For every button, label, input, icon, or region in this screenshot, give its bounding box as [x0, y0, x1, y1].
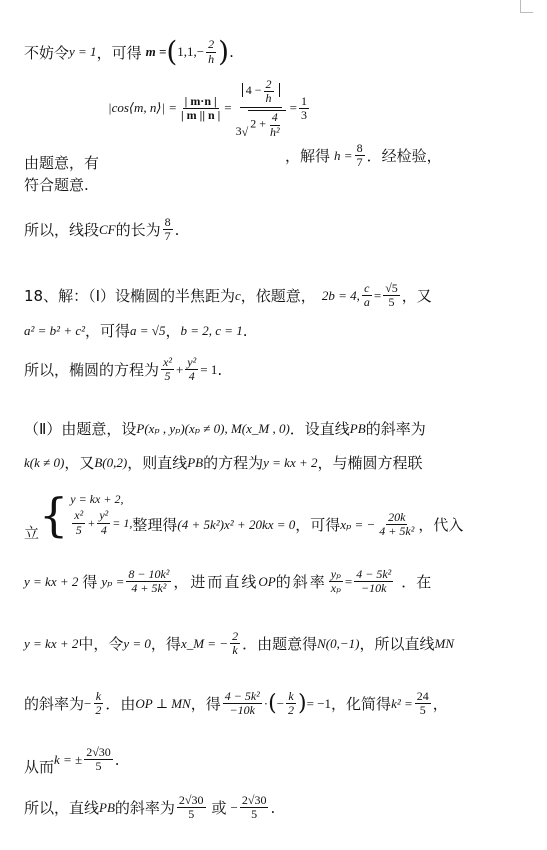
math: k(k ≠ 0): [24, 454, 65, 470]
text: ，可得: [96, 43, 142, 62]
line-let-y: [24, 35, 234, 68]
math: P(xₚ , yₚ)(xₚ ≠ 0), M(x_M , 0): [136, 420, 290, 436]
math: = 1: [200, 361, 218, 377]
dot: ·: [263, 695, 269, 711]
text: ，又: [64, 454, 95, 472]
text: 18、解：（Ⅰ）设椭圆的半焦距为: [24, 287, 236, 306]
period: .: [174, 220, 180, 239]
math: OP: [258, 573, 276, 589]
text: 所以，椭圆的方程为: [24, 361, 160, 380]
equals: =: [373, 287, 382, 303]
plus: +: [175, 361, 184, 377]
text: 的斜率为: [365, 420, 426, 438]
text: ，可得: [85, 322, 131, 340]
period: .: [270, 798, 276, 817]
fraction: $\frac{2}{k}$: [232, 629, 239, 658]
text: ，与椭圆方程联: [317, 454, 423, 472]
text: 由题意，有: [24, 154, 100, 172]
text: ，解得: [285, 147, 331, 165]
math: y = kx + 2: [263, 454, 318, 470]
fraction: $\frac{20k}{\text{4 + 5k²}}$: [379, 509, 415, 538]
math: y = 0: [123, 635, 151, 651]
fraction: $\frac{\text{x²}}{5}$: [163, 355, 172, 384]
fraction: $\frac{2√30}{5}$: [86, 744, 111, 773]
text: ，化简得: [331, 695, 392, 714]
period: .: [114, 750, 120, 769]
period: .: [242, 321, 248, 340]
text: ，依题意，: [240, 287, 316, 306]
text: 立: [24, 524, 40, 542]
text: 所以，线段: [24, 221, 100, 240]
period: .: [217, 360, 223, 379]
fraction: $\frac{1}{3}$: [300, 93, 307, 122]
page-corner-mark: [520, 0, 533, 13]
text: ，进而直线: [173, 573, 259, 592]
minus: −: [84, 695, 92, 711]
fraction: $\frac{\text{yₚ}}{\text{xₚ}}$: [330, 567, 341, 596]
fraction: $\frac{c}{a}$: [363, 281, 370, 310]
equals: =: [289, 100, 297, 116]
text: ，可得: [295, 516, 341, 534]
text: ．在: [401, 573, 432, 592]
math: PB: [187, 454, 204, 470]
line-answer: [24, 794, 275, 821]
math: a = √5: [130, 322, 166, 338]
text: ．设直线: [289, 420, 350, 438]
text: 从而: [24, 758, 55, 776]
text: 符合题意.: [24, 176, 89, 194]
math: N(0,−1): [317, 635, 360, 651]
math: MN: [434, 635, 454, 651]
text: ，则直线: [127, 454, 188, 472]
text: 整理得: [132, 516, 178, 534]
text: 的斜率: [275, 573, 327, 592]
fraction: $\frac{\text{y²}}{4}$: [187, 355, 197, 384]
text: 的长为: [115, 221, 161, 240]
text: ，代入: [418, 516, 464, 534]
math: PB: [99, 799, 115, 815]
line-solve-h: [24, 138, 524, 173]
math: c: [235, 287, 241, 303]
math: k = ±: [54, 751, 83, 767]
text: ，: [165, 322, 181, 340]
fraction: $\frac{2}{h}$: [208, 37, 215, 66]
line-system: [24, 486, 463, 543]
math: B(0,2): [94, 454, 128, 470]
text: 的斜率为: [24, 695, 85, 714]
math: y = kx + 2: [24, 573, 79, 589]
fraction: $\frac{2√30}{5}$: [178, 793, 204, 822]
math-vector-m: m =: [145, 44, 167, 59]
fraction-big: 4 − $\frac{2}{h}$ 3 √ 2 + $\frac{4}{\text{h²}}$: [234, 78, 288, 139]
fraction: $\frac{24}{5}$: [416, 689, 429, 718]
fraction: $\frac{k}{2}$: [288, 689, 295, 718]
text: ．经检验，: [366, 147, 442, 165]
math: CF: [99, 221, 116, 237]
fraction: $\frac{\text{4 − 5k²}}{-10k}$: [356, 567, 392, 596]
fraction: $\frac{2√30}{5}$: [241, 793, 267, 822]
text: ．由: [105, 695, 136, 714]
line-problem-18: [24, 282, 432, 309]
math: x_M = −: [180, 635, 229, 651]
text: ，得: [150, 635, 181, 654]
left-paren: (: [268, 690, 277, 716]
math: 2b = 4,: [321, 287, 360, 303]
text: 所以，直线: [24, 799, 100, 818]
text: 得: [82, 573, 98, 592]
right-paren: ): [218, 35, 230, 68]
fraction: $\frac{| m\cdot n |}{| m || n |}$: [181, 93, 221, 122]
text: 不妨令: [24, 43, 70, 62]
fraction: $\frac{8}{7}$: [356, 140, 363, 169]
line-part2: [24, 418, 426, 439]
line-line-pb: [24, 452, 423, 473]
line-perpendicular: 的斜率为 − $\frac{k}{2}$ ．由 OP ⊥ MN ，得 $\frac{\text{4 − 5k²}}{-10k}$ · ( − $\frac{k}{2}$ ) = −1 ，化简得 k² = $\frac{24}{5}$ ，: [24, 689, 448, 718]
cos-formula: [108, 78, 311, 139]
text: ．由题意得: [242, 635, 318, 654]
math: PB: [349, 420, 366, 436]
equation-system: { y = kx + 2, $\frac{\text{x²}}{5}$ + $\frac{\text{y²}}{4}$ = 1,: [39, 487, 133, 542]
line-abc: [24, 320, 248, 341]
text: ，得: [190, 695, 221, 714]
text: （Ⅱ）由题意，设: [24, 420, 137, 438]
left-paren: (: [166, 35, 178, 68]
text: ，又: [401, 287, 432, 306]
text: ，所以直线: [359, 635, 435, 654]
line-consistent: [24, 174, 89, 195]
math: y = kx + 2: [24, 635, 79, 651]
math: b = 2, c = 1: [180, 322, 243, 338]
minus: −: [230, 799, 238, 815]
math: yₚ =: [101, 573, 125, 589]
math: OP ⊥ MN: [135, 695, 191, 711]
line-k-value: [24, 742, 120, 777]
math: = −1: [306, 695, 332, 711]
line-xm: [24, 630, 454, 657]
text: 中，令: [78, 635, 124, 654]
right-paren: ): [298, 690, 307, 716]
math: xₚ = −: [340, 516, 376, 532]
fraction: $\frac{8}{7}$: [164, 215, 171, 244]
fraction: $\frac{\text{4 − 5k²}}{-10k}$: [224, 689, 260, 718]
math: (4 + 5k²)x² + 20kx = 0: [177, 516, 296, 532]
equals: =: [224, 100, 232, 116]
text: ，: [432, 695, 448, 714]
equals: =: [344, 573, 353, 589]
fraction: $\frac{√5}{5}$: [385, 281, 398, 310]
line-ellipse-eq: [24, 356, 222, 383]
math: a² = b² + c²: [24, 322, 86, 338]
text: 的方程为: [203, 454, 264, 472]
math: h =: [334, 147, 353, 163]
period: .: [229, 43, 234, 61]
math: |cos⟨m, n⟩| =: [108, 100, 178, 116]
line-yp: [24, 568, 431, 595]
text: 或: [211, 799, 227, 818]
math: k² =: [391, 695, 413, 711]
line-cf-length: [24, 216, 179, 243]
math: 1,1,−: [177, 44, 205, 59]
fraction: $\frac{\text{8 − 10k²}}{\text{4 + 5k²}}$: [128, 567, 170, 596]
fraction: $\frac{k}{2}$: [95, 689, 102, 718]
text: 的斜率为: [114, 799, 175, 818]
math: y = 1: [69, 44, 97, 59]
